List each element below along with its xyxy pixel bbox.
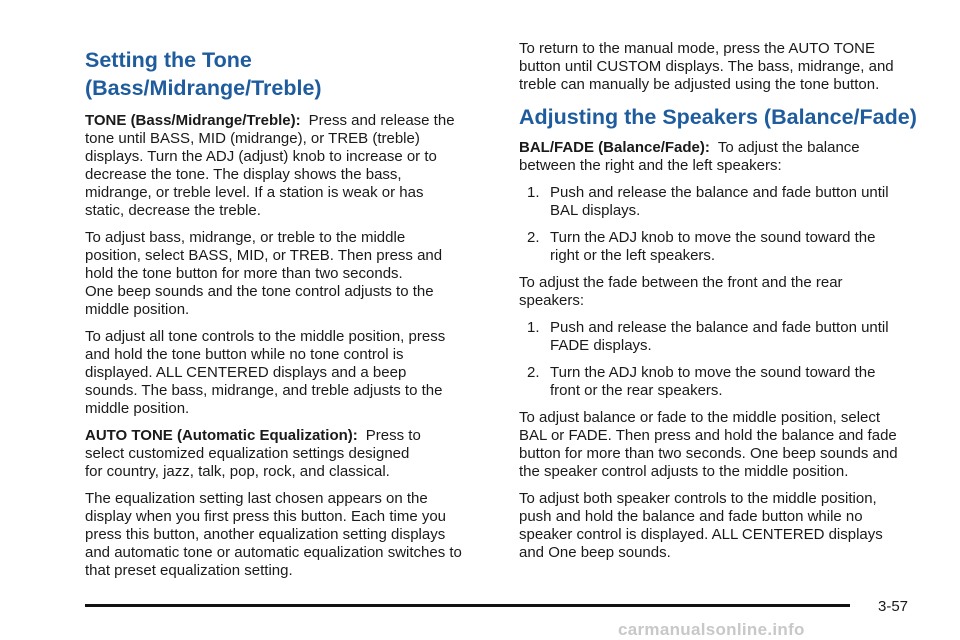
tone-all-centered-paragraph: To adjust all tone controls to the middle position, press and hold the tone button while no tone control is displayed. ALL CENTERED displays and a beep sounds. The bass, midrange, and treble adjusts to the middle position. — [85, 328, 446, 417]
center-both-paragraph: To adjust both speaker controls to the middle position, push and hold the balance and fade button while no speaker control is displayed. ALL CENTERED displays and One beep sounds. — [519, 490, 883, 561]
list-item — [519, 229, 923, 265]
auto-tone-lead: AUTO TONE (Automatic Equalization): — [85, 427, 358, 444]
step-number: 2. — [527, 364, 540, 381]
speakers-section-title: Adjusting the Speakers (Balance/Fade) — [519, 105, 917, 129]
right-column — [519, 40, 923, 571]
step-text: Push and release the balance and fade button until FADE displays. — [550, 319, 889, 354]
balfade-paragraph — [519, 139, 923, 175]
step-text: Turn the ADJ knob to move the sound toward the right or the left speakers. — [550, 229, 876, 264]
tone-body: Press and release the tone until BASS, MID (midrange), or TREB (treble) displays. Turn the ADJ (adjust) knob to increase or to decrease the tone. The display shows the bass, midrange, or treble level. If a station is weak or has static, decrease the treble. — [85, 112, 455, 219]
tone-middle-paragraph: To adjust bass, midrange, or treble to the middle position, select BASS, MID, or TREB. Then press and hold the tone button for more than two seconds. One beep sounds and the tone control adjusts to the middle position. — [85, 229, 443, 318]
list-item — [519, 184, 923, 220]
step-text: Push and release the balance and fade button until BAL displays. — [550, 184, 889, 219]
center-one-paragraph: To adjust balance or fade to the middle position, select BAL or FADE. Then press and hold the balance and fade button for more than two seconds. One beep sounds and the speaker control adjusts to the middle position. — [519, 409, 898, 480]
tone-lead: TONE (Bass/Midrange/Treble): — [85, 112, 301, 129]
balance-steps-list — [519, 184, 923, 265]
auto-tone-paragraph — [85, 427, 495, 481]
step-number: 1. — [527, 319, 540, 336]
list-item — [519, 319, 923, 355]
manual-mode-paragraph: To return to the manual mode, press the AUTO TONE button until CUSTOM displays. The bass, midrange, and treble can manually be adjusted using the tone button. — [519, 40, 894, 93]
step-number: 1. — [527, 184, 540, 201]
step-text: Turn the ADJ knob to move the sound toward the front or the rear speakers. — [550, 364, 876, 399]
balfade-body: To adjust the balance between the right and the left speakers: — [519, 139, 860, 174]
equalization-paragraph: The equalization setting last chosen appears on the display when you first press this button. Each time you press this button, another equalization setting displays and automatic tone or automatic equalization switches to that preset equalization setting. — [85, 490, 462, 579]
page-number: 3-57 — [878, 598, 909, 615]
fade-intro-paragraph: To adjust the fade between the front and the rear speakers: — [519, 274, 843, 309]
watermark: carmanualsonline.info — [618, 620, 805, 639]
step-number: 2. — [527, 229, 540, 246]
left-column — [85, 40, 495, 589]
tone-paragraph — [85, 112, 495, 220]
balfade-lead: BAL/FADE (Balance/Fade): — [519, 139, 710, 156]
fade-steps-list — [519, 319, 923, 400]
footer-rule — [85, 604, 850, 607]
tone-section-title: Setting the Tone (Bass/Midrange/Treble) — [85, 48, 322, 100]
list-item — [519, 364, 923, 400]
auto-tone-body: Press to select customized equalization settings designed for country, jazz, talk, pop, rock, and classical. — [85, 427, 421, 480]
